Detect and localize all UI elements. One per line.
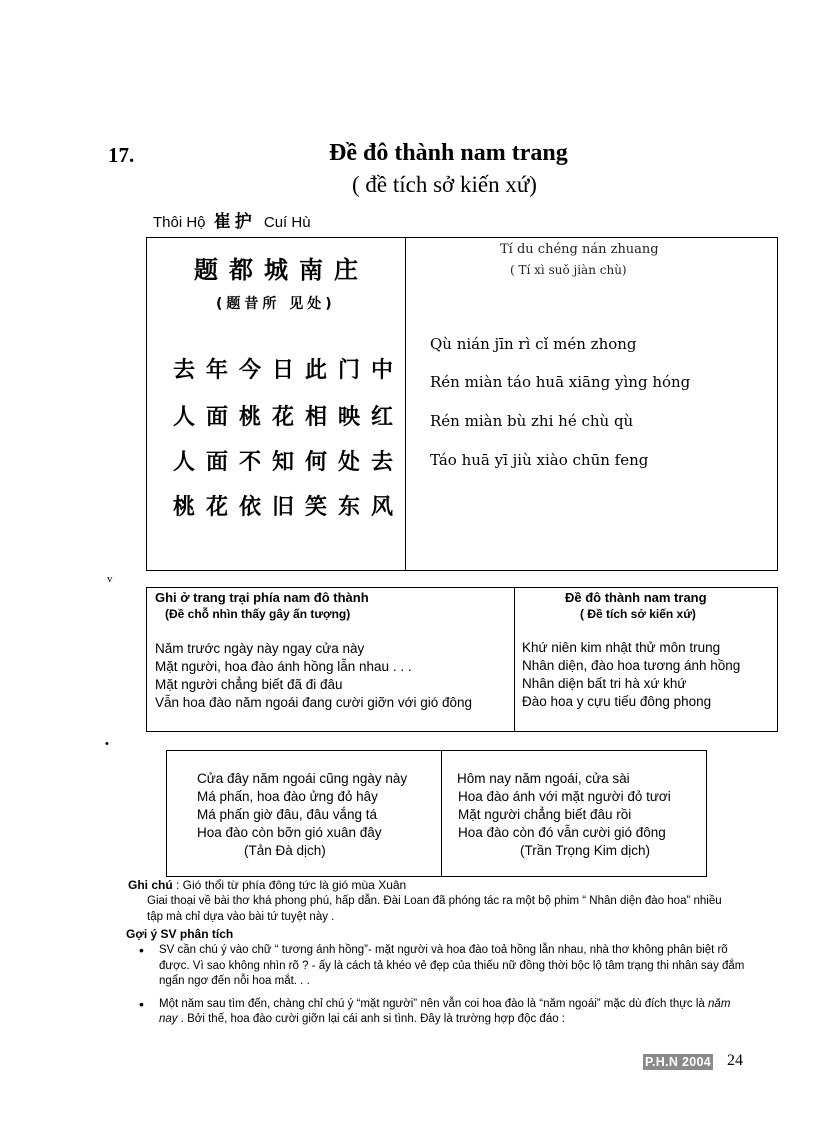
- translation-right-title: Đề đô thành nam trang: [565, 590, 707, 605]
- author-name-han: 崔护: [213, 212, 256, 232]
- verse-right-line: Mặt người chẳng biết đâu rồi: [458, 807, 632, 822]
- suggest-item: [133, 943, 748, 990]
- translation-right-line: Khứ niên kim nhật thử môn trung: [522, 640, 721, 655]
- chinese-line: 人面桃花相映红: [173, 405, 405, 430]
- translation-left-title: Ghi ở trang trại phía nam đô thành: [155, 590, 369, 605]
- verse-right-line: Hoa đào ánh với mặt người đỏ tươi: [458, 789, 671, 804]
- suggest-item-text: . Bởi thế, hoa đào cười giỡn lại cái anh si tình. Đây là trường hợp độc đáo :: [180, 1013, 566, 1025]
- suggest-item-emphasis: năm nay: [159, 997, 731, 1025]
- pinyin-line: Rén miàn bù zhi hé chù qù: [430, 412, 634, 430]
- pinyin-line: Qù nián jīn rì cǐ mén zhong: [430, 335, 637, 353]
- verse-left-credit: (Tản Đà dịch): [244, 843, 326, 858]
- translation-left-line: Mặt người, hoa đào ánh hồng lẫn nhau . . .: [155, 659, 412, 674]
- note-line: [128, 878, 406, 892]
- translation-right-subtitle: ( Đề tích sở kiến xứ): [580, 607, 696, 621]
- page-title: Đề đô thành nam trang: [329, 140, 568, 166]
- note-paragraph: Giai thoại về bài thơ khá phong phú, hấp dẫn. Đài Loan đã phóng tác ra một bộ phim “ Nhân diện đào hoa” nhiều tập mà chỉ dựa vào bài tứ tuyệt này .: [147, 895, 722, 923]
- page-number: 24: [727, 1052, 743, 1069]
- translation-left-line: Năm trước ngày này ngay cửa này: [155, 641, 365, 656]
- chinese-subtitle: (题昔所 见处): [216, 296, 336, 312]
- translation-right-line: Nhân diện, đào hoa tương ánh hồng: [522, 658, 741, 673]
- verse-left-line: Cửa đây năm ngoái cũng ngày này: [197, 771, 408, 786]
- pinyin-line: Táo huā yī jiù xiào chūn feng: [430, 451, 649, 469]
- translation-left-line: Mặt người chẳng biết đã đi đâu: [155, 677, 343, 692]
- pinyin-title: Tí du chéng nán zhuang: [500, 242, 659, 257]
- suggest-item: [133, 997, 748, 1028]
- translation-right-line: Đào hoa y cựu tiếu đông phong: [522, 694, 712, 709]
- author-name-pinyin: Cuí Hù: [263, 214, 311, 231]
- verse-right-credit: (Trần Trọng Kim dịch): [520, 843, 651, 858]
- page-subtitle: ( đề tích sở kiến xứ): [352, 172, 537, 197]
- poem-number: 17.: [108, 143, 135, 167]
- chinese-line: 桃花依旧笑东风: [173, 495, 405, 520]
- stray-mark: •: [105, 738, 109, 750]
- translation-box-divider: [514, 587, 515, 732]
- chinese-line: 去年今日此门中: [173, 358, 405, 383]
- verse-left-line: Hoa đào còn bỡn gió xuân đây: [197, 825, 382, 840]
- suggest-title: Gợi ý SV phân tích: [126, 927, 234, 941]
- stray-mark: v: [107, 573, 113, 585]
- translation-left-subtitle: (Đề chỗ nhìn thấy gây ấn tượng): [165, 607, 351, 621]
- footer-badge: P.H.N 2004: [645, 1055, 712, 1069]
- author-name-vn: Thôi Hộ: [153, 214, 206, 231]
- verse-box-divider: [441, 750, 442, 877]
- note-text: : Gió thổi từ phía đông tức là gió mùa Xuân: [176, 878, 407, 892]
- note-label: Ghi chú: [128, 878, 173, 892]
- chinese-title: 题都城南庄: [194, 256, 369, 284]
- chinese-line: 人面不知何处去: [173, 450, 405, 475]
- verse-right-line: Hôm nay năm ngoái, cửa sài: [457, 771, 630, 786]
- poem-box-divider: [405, 237, 406, 571]
- suggest-item-text: Một năm sau tìm đến, chàng chỉ chú ý “mặt người” nên vẫn coi hoa đào là “năm ngoái” mặc dù đích thực là: [159, 997, 709, 1010]
- pinyin-subtitle: ( Tí xì suǒ jiàn chù): [510, 263, 627, 277]
- pinyin-line: Rén miàn táo huā xiāng yìng hóng: [430, 373, 691, 391]
- verse-left-line: Má phấn, hoa đào ửng đỏ hây: [197, 789, 378, 804]
- suggest-item-text: SV cần chú ý vào chữ “ tương ánh hồng”- mặt người và hoa đào toả hồng lẫn nhau, nhà thơ không phân biệt rõ được. Vì sao không nhìn rõ ? - ấy là cách tả khéo vẻ đẹp của thiếu nữ đồng thời bộc lộ tâm trạng thi nhân say đắm ngẩn ngơ đến nỗi hoa mắt. . .: [159, 944, 745, 987]
- verse-right-line: Hoa đào còn đó vẫn cười gió đông: [458, 825, 666, 840]
- translation-right-line: Nhân diện bất tri hà xứ khứ: [522, 676, 687, 691]
- verse-left-line: Má phấn giờ đâu, đâu vắng tá: [197, 807, 377, 822]
- translation-left-line: Vẫn hoa đào năm ngoái đang cười giỡn với gió đông: [155, 695, 473, 710]
- author-line: [153, 207, 311, 232]
- suggest-list: [133, 943, 748, 1028]
